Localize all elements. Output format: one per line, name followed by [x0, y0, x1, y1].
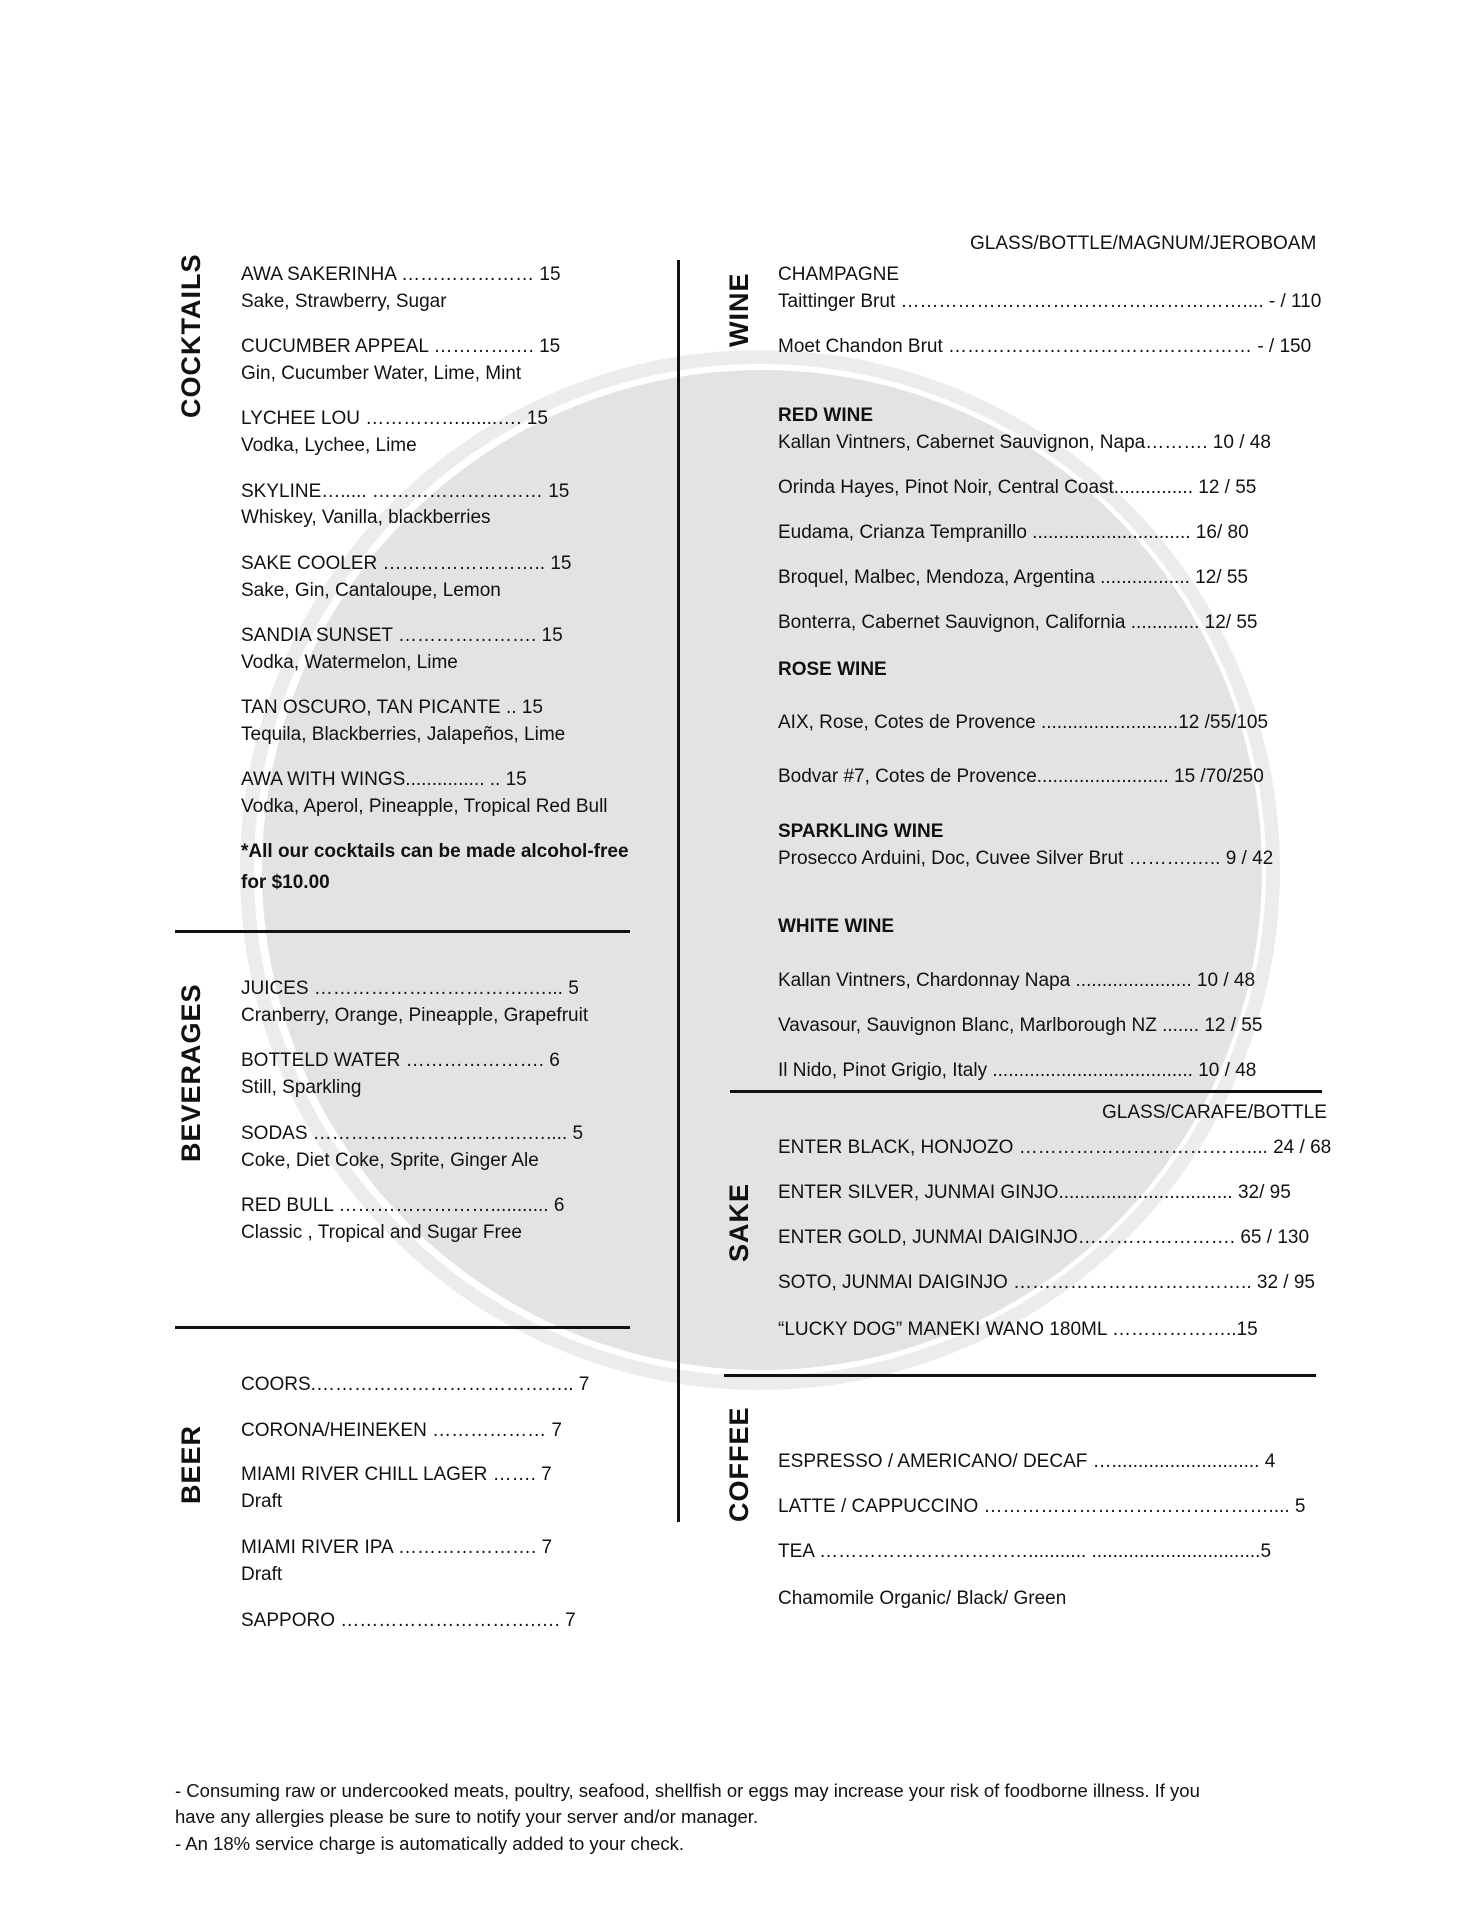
section-label-beer: BEER [176, 1424, 206, 1504]
wine-item: Broquel, Malbec, Mendoza, Argentina ................. 12/ 55 [778, 567, 1248, 588]
beverage-name: BOTTELD WATER …………………. 6 [241, 1050, 560, 1071]
divider-beverages-beer [175, 1326, 630, 1329]
footer-line: have any allergies please be sure to notify your server and/or manager. [175, 1806, 759, 1827]
wine-item: Vavasour, Sauvignon Blanc, Marlborough NZ ....... 12 / 55 [778, 1015, 1263, 1036]
coffee-item: LATTE / CAPPUCCINO ……………………………………….... 5 [778, 1496, 1306, 1517]
sake-item: ENTER GOLD, JUNMAI DAIGINJO……………………. 65 / 130 [778, 1227, 1310, 1248]
wine-item: Kallan Vintners, Chardonnay Napa ...................... 10 / 48 [778, 970, 1256, 991]
section-label-beverages: BEVERAGES [176, 983, 206, 1162]
wine-item: Eudama, Crianza Tempranillo .............................. 16/ 80 [778, 522, 1249, 543]
wine-item: Bonterra, Cabernet Sauvignon, California ............. 12/ 55 [778, 612, 1258, 633]
wine-item: Moet Chandon Brut ………………………………………… - / 150 [778, 336, 1312, 357]
section-label-coffee: COFFEE [724, 1406, 754, 1522]
beverage-name: RED BULL ……………………........... 6 [241, 1195, 565, 1216]
cocktails-note: for $10.00 [241, 872, 330, 893]
beverage-desc: Cranberry, Orange, Pineapple, Grapefruit [241, 1005, 589, 1026]
beverage-name: SODAS …………………………….….... 5 [241, 1123, 584, 1144]
wine-category-rose: ROSE WINE [778, 659, 887, 680]
beer-name: MIAMI RIVER CHILL LAGER ……. 7 [241, 1464, 552, 1485]
cocktail-desc: Whiskey, Vanilla, blackberries [241, 507, 491, 528]
section-label-wine: WINE [724, 272, 754, 347]
divider-sake-coffee [724, 1374, 1316, 1377]
cocktail-name: AWA SAKERINHA ………………… 15 [241, 264, 561, 285]
wine-category-champagne: CHAMPAGNE [778, 264, 900, 285]
cocktail-desc: Tequila, Blackberries, Jalapeños, Lime [241, 724, 566, 745]
section-label-sake: SAKE [724, 1182, 754, 1262]
coffee-item: Chamomile Organic/ Black/ Green [778, 1588, 1067, 1609]
beverage-desc: Classic , Tropical and Sugar Free [241, 1222, 522, 1243]
cocktail-desc: Vodka, Aperol, Pineapple, Tropical Red Bull [241, 796, 608, 817]
beer-desc: Draft [241, 1491, 283, 1512]
cocktail-name: SANDIA SUNSET …………………. 15 [241, 625, 563, 646]
wine-item: Bodvar #7, Cotes de Provence......................... 15 /70/250 [778, 766, 1264, 787]
wine-item: Taittinger Brut ……………………………………………….... - / 110 [778, 291, 1322, 312]
wine-category-red: RED WINE [778, 405, 873, 426]
cocktail-desc: Gin, Cucumber Water, Lime, Mint [241, 363, 522, 384]
wine-item: Prosecco Arduini, Doc, Cuvee Silver Brut ……….….. 9 / 42 [778, 848, 1274, 869]
coffee-item: TEA ……………………………........... ................................5 [778, 1541, 1272, 1562]
wine-item: Orinda Hayes, Pinot Noir, Central Coast............... 12 / 55 [778, 477, 1257, 498]
beverage-desc: Coke, Diet Coke, Sprite, Ginger Ale [241, 1150, 539, 1171]
beer-desc: Draft [241, 1564, 283, 1585]
wine-category-sparkling: SPARKLING WINE [778, 821, 944, 842]
divider-wine-sake [730, 1090, 1322, 1093]
cocktail-desc: Sake, Gin, Cantaloupe, Lemon [241, 580, 501, 601]
wine-size-header: GLASS/BOTTLE/MAGNUM/JEROBOAM [970, 233, 1317, 254]
wine-item: Kallan Vintners, Cabernet Sauvignon, Napa………. 10 / 48 [778, 432, 1271, 453]
footer-line: - An 18% service charge is automatically added to your check. [175, 1833, 685, 1854]
wine-item: Il Nido, Pinot Grigio, Italy ...................................... 10 / 48 [778, 1060, 1257, 1081]
beverage-desc: Still, Sparkling [241, 1077, 362, 1098]
cocktail-desc: Sake, Strawberry, Sugar [241, 291, 447, 312]
coffee-item: ESPRESSO / AMERICANO/ DECAF …............................ 4 [778, 1451, 1276, 1472]
cocktails-note: *All our cocktails can be made alcohol-free [241, 841, 629, 862]
cocktail-name: SKYLINE…..... ……………………… 15 [241, 481, 570, 502]
sake-size-header: GLASS/CARAFE/BOTTLE [1102, 1102, 1327, 1123]
beer-name: COORS.………………………………….. 7 [241, 1374, 590, 1395]
cocktail-name: CUCUMBER APPEAL ……………. 15 [241, 336, 561, 357]
footer-line: - Consuming raw or undercooked meats, poultry, seafood, shellfish or eggs may increase your risk of foodborne illness. If you [175, 1780, 1200, 1801]
sake-item: ENTER BLACK, HONJOZO ……………………………….... 24 / 68 [778, 1137, 1332, 1158]
cocktail-desc: Vodka, Lychee, Lime [241, 435, 417, 456]
cocktail-desc: Vodka, Watermelon, Lime [241, 652, 458, 673]
cocktail-name: AWA WITH WINGS............... .. 15 [241, 769, 527, 790]
wine-category-white: WHITE WINE [778, 916, 895, 937]
beer-name: MIAMI RIVER IPA …………………. 7 [241, 1537, 553, 1558]
cocktail-name: TAN OSCURO, TAN PICANTE .. 15 [241, 697, 543, 718]
section-label-cocktails: COCKTAILS [176, 253, 206, 418]
beer-name: CORONA/HEINEKEN ……………… 7 [241, 1420, 562, 1441]
sake-item: SOTO, JUNMAI DAIGINJO ……………………………….. 32 / 95 [778, 1272, 1316, 1293]
sake-item: ENTER SILVER, JUNMAI GINJO................................. 32/ 95 [778, 1182, 1291, 1203]
beer-name: SAPPORO ………………………….…. 7 [241, 1610, 576, 1631]
beverage-name: JUICES …………………………….…... 5 [241, 978, 579, 999]
column-divider [677, 260, 680, 1522]
wine-item: AIX, Rose, Cotes de Provence ..........................12 /55/105 [778, 712, 1269, 733]
cocktail-name: SAKE COOLER …………………….. 15 [241, 553, 572, 574]
cocktail-name: LYCHEE LOU …………….......…. 15 [241, 408, 548, 429]
sake-item: “LUCKY DOG” MANEKI WANO 180ML ………………..15 [778, 1319, 1258, 1340]
divider-cocktails-beverages [175, 930, 630, 933]
